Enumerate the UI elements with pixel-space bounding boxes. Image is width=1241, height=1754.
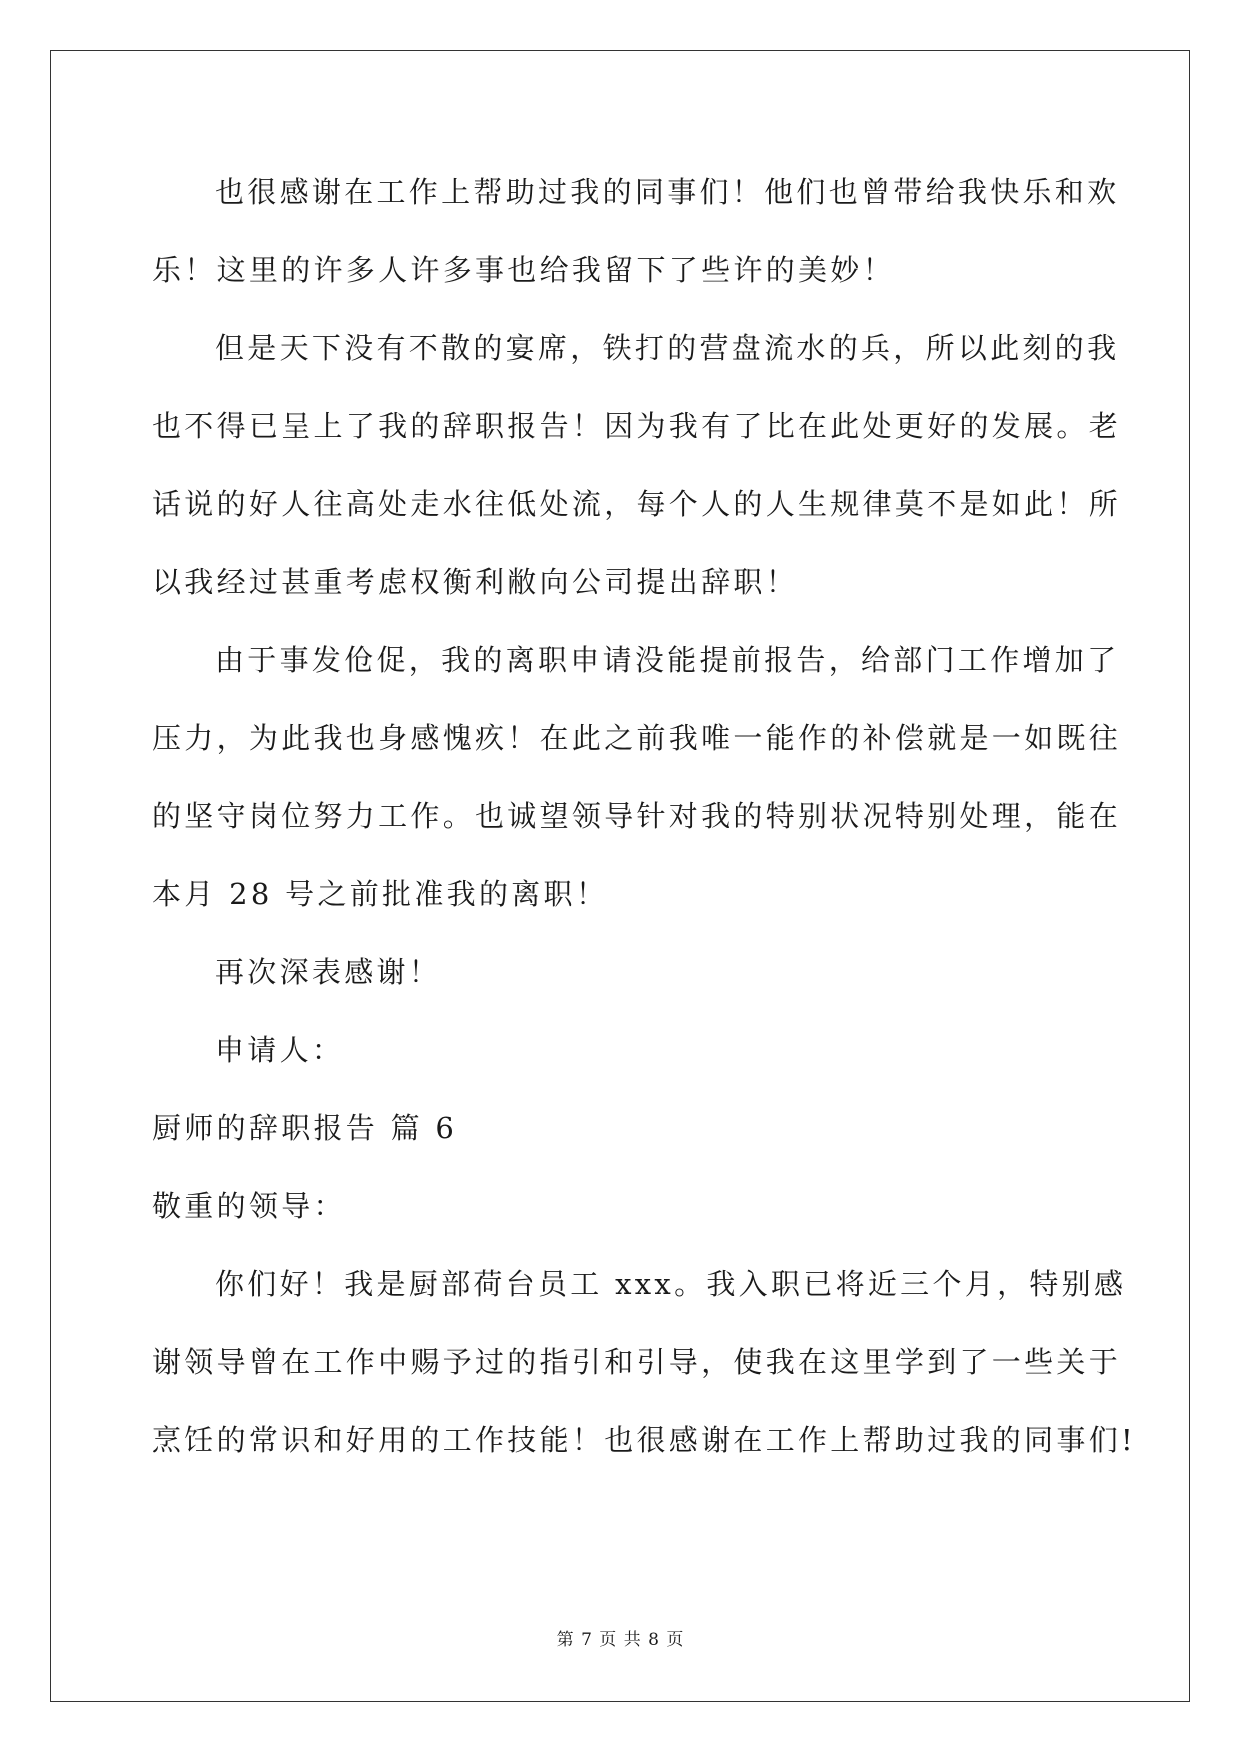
text-line: 的坚守岗位努力工作。也诚望领导针对我的特别状况特别处理，能在 [152,799,1122,833]
text-line: 谢领导曾在工作中赐予过的指引和引导，使我在这里学到了一些关于 [152,1345,1122,1379]
text-line: 以我经过甚重考虑权衡利敝向公司提出辞职！ [152,565,799,599]
page-number: 第 7 页 共 8 页 [556,1630,685,1650]
signature-label: 申请人： [215,1033,345,1067]
text-line: 压力，为此我也身感愧疚！在此之前我唯一能作的补偿就是一如既往 [152,721,1122,755]
text-line: 再次深表感谢！ [215,955,442,989]
document-body [152,162,1136,1488]
text-line: 也很感谢在工作上帮助过我的同事们！他们也曾带给我快乐和欢 [215,175,1120,209]
text-line: 本月 28 号之前批准我的离职！ [152,877,609,911]
text-line: 话说的好人往高处走水往低处流，每个人的人生规律莫不是如此！所 [152,487,1122,521]
text-line: 但是天下没有不散的宴席，铁打的营盘流水的兵，所以此刻的我 [215,331,1120,365]
text-line: 由于事发伧促，我的离职申请没能提前报告，给部门工作增加了 [215,643,1120,677]
text-line: 也不得已呈上了我的辞职报告！因为我有了比在此处更好的发展。老 [152,409,1122,443]
section-heading: 厨师的辞职报告 篇 6 [152,1111,458,1145]
text-line: 烹饪的常识和好用的工作技能！也很感谢在工作上帮助过我的同事们! [152,1423,1136,1457]
text-line: 你们好！我是厨部荷台员工 xxx。我入职已将近三个月，特别感 [215,1267,1127,1301]
text-line: 乐！这里的许多人许多事也给我留下了些许的美妙！ [152,253,895,287]
salutation: 敬重的领导： [152,1189,346,1223]
